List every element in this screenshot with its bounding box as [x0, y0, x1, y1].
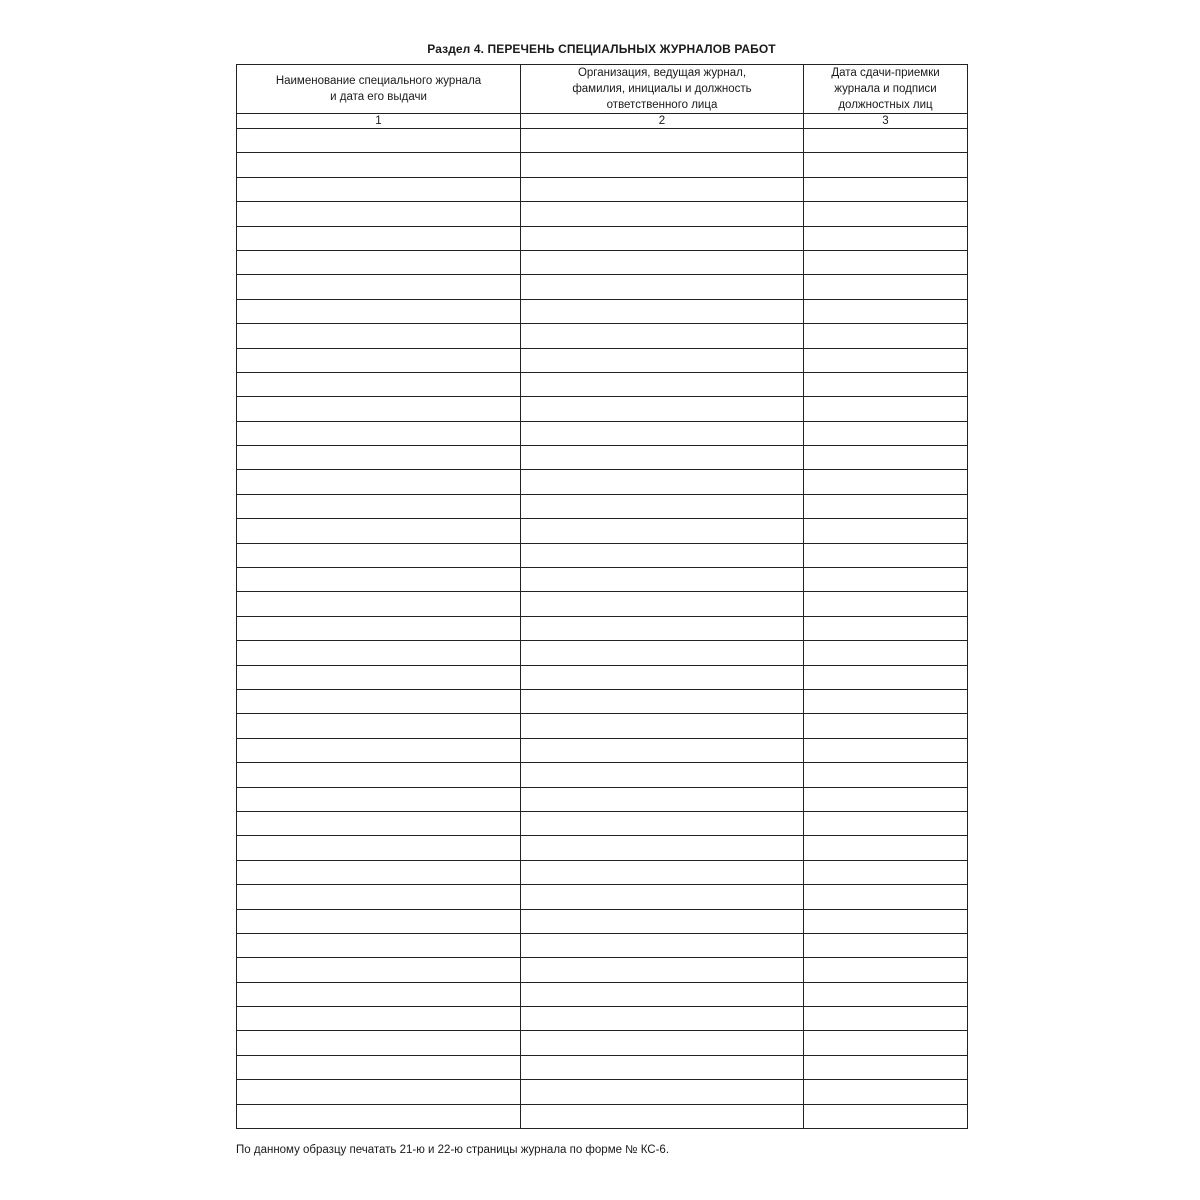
table-cell[interactable]	[521, 324, 804, 348]
table-row	[237, 372, 968, 396]
footnote: По данному образцу печатать 21-ю и 22-ю страницы журнала по форме № КС-6.	[236, 1144, 670, 1156]
table-cell[interactable]	[237, 933, 521, 957]
table-cell[interactable]	[521, 348, 804, 372]
column-header-handover-date	[804, 65, 968, 114]
column-header-journal-name	[237, 65, 521, 114]
table-row	[237, 592, 968, 616]
table-cell[interactable]	[237, 494, 521, 518]
table-row	[237, 860, 968, 884]
table-cell[interactable]	[804, 641, 968, 665]
table-cell[interactable]	[237, 397, 521, 421]
table-cell[interactable]	[804, 738, 968, 762]
table-cell[interactable]	[237, 811, 521, 835]
table-cell[interactable]	[237, 1104, 521, 1128]
table-row	[237, 421, 968, 445]
column-number: 1	[237, 114, 521, 129]
header-text-line: должностных лиц	[838, 99, 933, 111]
table-cell[interactable]	[237, 641, 521, 665]
table-cell[interactable]	[521, 153, 804, 177]
table-cell[interactable]	[804, 763, 968, 787]
table-cell[interactable]	[521, 885, 804, 909]
table-row	[237, 811, 968, 835]
table-cell[interactable]	[521, 1104, 804, 1128]
table-cell[interactable]	[521, 421, 804, 445]
table-cell[interactable]	[804, 470, 968, 494]
table-cell[interactable]	[804, 421, 968, 445]
table-cell[interactable]	[521, 641, 804, 665]
table-cell[interactable]	[521, 714, 804, 738]
table-cell[interactable]	[804, 1055, 968, 1079]
table-cell[interactable]	[521, 665, 804, 689]
table-row	[237, 958, 968, 982]
table-row	[237, 202, 968, 226]
table-cell[interactable]	[521, 543, 804, 567]
table-row	[237, 519, 968, 543]
table-row	[237, 177, 968, 201]
table-cell[interactable]	[804, 324, 968, 348]
table-cell[interactable]	[521, 738, 804, 762]
table-cell[interactable]	[521, 1080, 804, 1104]
table-cell[interactable]	[521, 1007, 804, 1031]
table-cell[interactable]	[804, 909, 968, 933]
table-cell[interactable]	[521, 836, 804, 860]
table-row	[237, 543, 968, 567]
table-cell[interactable]	[804, 275, 968, 299]
table-cell[interactable]	[521, 763, 804, 787]
header-text-line: и дата его выдачи	[330, 91, 427, 103]
table-cell[interactable]	[237, 568, 521, 592]
table-row	[237, 470, 968, 494]
table-row	[237, 397, 968, 421]
table-row	[237, 1055, 968, 1079]
table-cell[interactable]	[237, 860, 521, 884]
table-row	[237, 885, 968, 909]
table-cell[interactable]	[237, 129, 521, 153]
page-title: Раздел 4. ПЕРЕЧЕНЬ СПЕЦИАЛЬНЫХ ЖУРНАЛОВ РАБОТ	[427, 42, 776, 56]
table-cell[interactable]	[804, 592, 968, 616]
table-cell[interactable]	[804, 543, 968, 567]
table-row	[237, 446, 968, 470]
table-cell[interactable]	[237, 982, 521, 1006]
table-cell[interactable]	[237, 153, 521, 177]
table-cell[interactable]	[521, 933, 804, 957]
table-cell[interactable]	[521, 811, 804, 835]
table-cell[interactable]	[237, 519, 521, 543]
table-cell[interactable]	[521, 958, 804, 982]
table-row	[237, 787, 968, 811]
table-cell[interactable]	[521, 592, 804, 616]
table-cell[interactable]	[804, 958, 968, 982]
column-number-row	[237, 114, 968, 129]
table-cell[interactable]	[521, 202, 804, 226]
table-header-row	[237, 65, 968, 114]
table-row	[237, 689, 968, 713]
table-cell[interactable]	[804, 689, 968, 713]
table-cell[interactable]	[237, 372, 521, 396]
table-cell[interactable]	[521, 860, 804, 884]
table-cell[interactable]	[804, 372, 968, 396]
table-cell[interactable]	[521, 1031, 804, 1055]
table-row	[237, 836, 968, 860]
table-cell[interactable]	[521, 397, 804, 421]
table-row	[237, 299, 968, 323]
table-cell[interactable]	[804, 250, 968, 274]
column-number: 3	[804, 114, 968, 129]
table-cell[interactable]	[237, 1055, 521, 1079]
table-row	[237, 324, 968, 348]
table-cell[interactable]	[237, 616, 521, 640]
table-row	[237, 714, 968, 738]
table-cell[interactable]	[237, 470, 521, 494]
table-cell[interactable]	[237, 909, 521, 933]
table-cell[interactable]	[804, 153, 968, 177]
table-row	[237, 982, 968, 1006]
table-cell[interactable]	[237, 348, 521, 372]
table-cell[interactable]	[237, 275, 521, 299]
table-cell[interactable]	[804, 885, 968, 909]
table-cell[interactable]	[804, 177, 968, 201]
table-cell[interactable]	[237, 665, 521, 689]
table-row	[237, 909, 968, 933]
table-cell[interactable]	[237, 324, 521, 348]
table-row	[237, 348, 968, 372]
table-cell[interactable]	[521, 568, 804, 592]
table-cell[interactable]	[804, 202, 968, 226]
table-cell[interactable]	[804, 836, 968, 860]
header-text-line: ответственного лица	[606, 99, 718, 111]
table-row	[237, 641, 968, 665]
table-cell[interactable]	[237, 250, 521, 274]
table-cell[interactable]	[521, 177, 804, 201]
table-cell[interactable]	[237, 763, 521, 787]
table-cell[interactable]	[237, 787, 521, 811]
table-cell[interactable]	[521, 226, 804, 250]
table-cell[interactable]	[237, 202, 521, 226]
table-row	[237, 1080, 968, 1104]
table-cell[interactable]	[804, 1080, 968, 1104]
table-cell[interactable]	[521, 787, 804, 811]
table-cell[interactable]	[804, 494, 968, 518]
table-cell[interactable]	[804, 348, 968, 372]
table-cell[interactable]	[804, 129, 968, 153]
table-cell[interactable]	[804, 860, 968, 884]
table-row	[237, 568, 968, 592]
table-cell[interactable]	[237, 1031, 521, 1055]
table-row	[237, 1007, 968, 1031]
header-text-line: Наименование специального журнала	[275, 75, 482, 87]
table-row	[237, 616, 968, 640]
table-cell[interactable]	[804, 397, 968, 421]
header-text-line: журнала и подписи	[834, 83, 937, 95]
table-cell[interactable]	[521, 129, 804, 153]
table-cell[interactable]	[804, 665, 968, 689]
table-row	[237, 250, 968, 274]
header-text-line: Дата сдачи-приемки	[831, 67, 940, 79]
table-row	[237, 275, 968, 299]
table-cell[interactable]	[521, 250, 804, 274]
table-row	[237, 738, 968, 762]
column-number: 2	[521, 114, 804, 129]
table-cell[interactable]	[521, 470, 804, 494]
table-cell[interactable]	[804, 519, 968, 543]
table-row	[237, 129, 968, 153]
table-cell[interactable]	[237, 714, 521, 738]
table-row	[237, 763, 968, 787]
table-cell[interactable]	[521, 689, 804, 713]
table-cell[interactable]	[237, 738, 521, 762]
table-cell[interactable]	[804, 787, 968, 811]
header-text-line: фамилия, инициалы и должность	[572, 83, 752, 95]
table-cell[interactable]	[804, 446, 968, 470]
table-cell[interactable]	[237, 421, 521, 445]
table-cell[interactable]	[521, 494, 804, 518]
table-cell[interactable]	[521, 446, 804, 470]
table-cell[interactable]	[237, 177, 521, 201]
table-cell[interactable]	[237, 885, 521, 909]
column-header-organization	[521, 65, 804, 114]
table-row	[237, 1104, 968, 1128]
table-row	[237, 494, 968, 518]
table-cell[interactable]	[804, 1031, 968, 1055]
table-row	[237, 153, 968, 177]
table-cell[interactable]	[804, 1007, 968, 1031]
table-cell[interactable]	[237, 1080, 521, 1104]
header-text-line: Организация, ведущая журнал,	[577, 67, 747, 79]
table-cell[interactable]	[237, 446, 521, 470]
table-cell[interactable]	[521, 372, 804, 396]
table-cell[interactable]	[804, 933, 968, 957]
table-cell[interactable]	[521, 275, 804, 299]
table-cell[interactable]	[237, 836, 521, 860]
table-cell[interactable]	[237, 592, 521, 616]
table-cell[interactable]	[237, 689, 521, 713]
table-cell[interactable]	[521, 299, 804, 323]
table-cell[interactable]	[804, 568, 968, 592]
table-cell[interactable]	[804, 714, 968, 738]
table-cell[interactable]	[237, 958, 521, 982]
table-cell[interactable]	[804, 226, 968, 250]
table-cell[interactable]	[804, 1104, 968, 1128]
table-cell[interactable]	[521, 519, 804, 543]
table-cell[interactable]	[237, 299, 521, 323]
table-cell[interactable]	[804, 616, 968, 640]
table-cell[interactable]	[804, 299, 968, 323]
table-cell[interactable]	[521, 982, 804, 1006]
table-cell[interactable]	[521, 909, 804, 933]
journal-table	[236, 64, 968, 1129]
table-cell[interactable]	[804, 811, 968, 835]
table-cell[interactable]	[521, 616, 804, 640]
table-cell[interactable]	[237, 1007, 521, 1031]
table-row	[237, 933, 968, 957]
table-row	[237, 1031, 968, 1055]
table-row	[237, 665, 968, 689]
table-cell[interactable]	[804, 982, 968, 1006]
table-row	[237, 226, 968, 250]
table-cell[interactable]	[521, 1055, 804, 1079]
table-cell[interactable]	[237, 543, 521, 567]
table-cell[interactable]	[237, 226, 521, 250]
